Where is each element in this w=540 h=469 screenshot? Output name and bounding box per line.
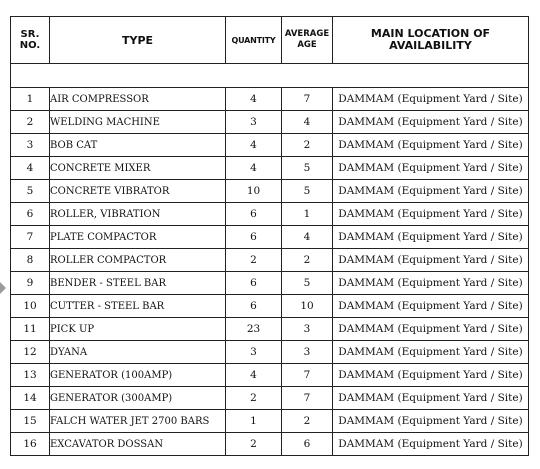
cell-average-age: 7 bbox=[282, 364, 333, 387]
cell-average-age: 3 bbox=[282, 318, 333, 341]
cell-location: DAMMAM (Equipment Yard / Site) bbox=[333, 364, 529, 387]
cell-type: PLATE COMPACTOR bbox=[50, 226, 226, 249]
cell-type: PICK UP bbox=[50, 318, 226, 341]
table-row bbox=[11, 318, 529, 341]
header-location bbox=[333, 17, 529, 64]
cell-sr-no: 15 bbox=[11, 410, 50, 433]
table-row bbox=[11, 157, 529, 180]
cell-sr-no: 8 bbox=[11, 249, 50, 272]
cell-sr-no: 6 bbox=[11, 203, 50, 226]
cell-quantity: 2 bbox=[226, 249, 282, 272]
cell-location: DAMMAM (Equipment Yard / Site) bbox=[333, 203, 529, 226]
table-row bbox=[11, 387, 529, 410]
header-average-age bbox=[282, 17, 333, 64]
header-location-line1: MAIN LOCATION OF bbox=[370, 27, 491, 40]
cell-type: CONCRETE MIXER bbox=[50, 157, 226, 180]
cell-sr-no: 7 bbox=[11, 226, 50, 249]
table-row bbox=[11, 341, 529, 364]
cell-type: ROLLER, VIBRATION bbox=[50, 203, 226, 226]
cell-location: DAMMAM (Equipment Yard / Site) bbox=[333, 226, 529, 249]
cell-sr-no: 9 bbox=[11, 272, 50, 295]
cell-location: DAMMAM (Equipment Yard / Site) bbox=[333, 341, 529, 364]
header-age-line1: AVERAGE bbox=[284, 29, 330, 39]
cell-type: FALCH WATER JET 2700 BARS bbox=[50, 410, 226, 433]
cell-average-age: 4 bbox=[282, 111, 333, 134]
cell-average-age: 5 bbox=[282, 272, 333, 295]
cell-average-age: 1 bbox=[282, 203, 333, 226]
cell-location: DAMMAM (Equipment Yard / Site) bbox=[333, 318, 529, 341]
table-row bbox=[11, 134, 529, 157]
cell-quantity: 10 bbox=[226, 180, 282, 203]
equipment-table bbox=[10, 16, 529, 456]
cell-sr-no: 4 bbox=[11, 157, 50, 180]
cell-quantity: 4 bbox=[226, 88, 282, 111]
cell-quantity: 6 bbox=[226, 272, 282, 295]
cell-sr-no: 5 bbox=[11, 180, 50, 203]
cell-quantity: 6 bbox=[226, 203, 282, 226]
cell-type: WELDING MACHINE bbox=[50, 111, 226, 134]
cell-sr-no: 3 bbox=[11, 134, 50, 157]
table-row bbox=[11, 111, 529, 134]
table-row bbox=[11, 364, 529, 387]
cell-location: DAMMAM (Equipment Yard / Site) bbox=[333, 387, 529, 410]
cell-quantity: 4 bbox=[226, 134, 282, 157]
cell-quantity: 23 bbox=[226, 318, 282, 341]
cell-average-age: 2 bbox=[282, 134, 333, 157]
cell-location: DAMMAM (Equipment Yard / Site) bbox=[333, 88, 529, 111]
cell-sr-no: 2 bbox=[11, 111, 50, 134]
table-header-row bbox=[11, 17, 529, 64]
cell-average-age: 2 bbox=[282, 410, 333, 433]
cell-location: DAMMAM (Equipment Yard / Site) bbox=[333, 249, 529, 272]
header-sr-no bbox=[11, 17, 50, 64]
cell-sr-no: 14 bbox=[11, 387, 50, 410]
cell-location: DAMMAM (Equipment Yard / Site) bbox=[333, 111, 529, 134]
cell-quantity: 6 bbox=[226, 295, 282, 318]
cell-location: DAMMAM (Equipment Yard / Site) bbox=[333, 180, 529, 203]
cell-sr-no: 12 bbox=[11, 341, 50, 364]
cell-sr-no: 10 bbox=[11, 295, 50, 318]
table-row bbox=[11, 249, 529, 272]
header-sr-line2: NO. bbox=[19, 40, 41, 51]
cell-type: GENERATOR (100AMP) bbox=[50, 364, 226, 387]
cell-quantity: 3 bbox=[226, 111, 282, 134]
header-type: TYPE bbox=[50, 17, 226, 64]
table-row bbox=[11, 88, 529, 111]
cell-type: DYANA bbox=[50, 341, 226, 364]
cell-location: DAMMAM (Equipment Yard / Site) bbox=[333, 272, 529, 295]
table-row bbox=[11, 226, 529, 249]
cell-type: CUTTER - STEEL BAR bbox=[50, 295, 226, 318]
cell-average-age: 4 bbox=[282, 226, 333, 249]
cell-quantity: 4 bbox=[226, 364, 282, 387]
cell-sr-no: 11 bbox=[11, 318, 50, 341]
cell-quantity: 1 bbox=[226, 410, 282, 433]
cell-quantity: 2 bbox=[226, 387, 282, 410]
cell-average-age: 10 bbox=[282, 295, 333, 318]
cell-location: DAMMAM (Equipment Yard / Site) bbox=[333, 157, 529, 180]
cell-type: BOB CAT bbox=[50, 134, 226, 157]
cell-location: DAMMAM (Equipment Yard / Site) bbox=[333, 410, 529, 433]
table-row bbox=[11, 410, 529, 433]
cell-location: DAMMAM (Equipment Yard / Site) bbox=[333, 433, 529, 456]
cell-sr-no: 1 bbox=[11, 88, 50, 111]
cell-quantity: 2 bbox=[226, 433, 282, 456]
cell-type: AIR COMPRESSOR bbox=[50, 88, 226, 111]
cell-quantity: 3 bbox=[226, 341, 282, 364]
table-row bbox=[11, 272, 529, 295]
cell-quantity: 4 bbox=[226, 157, 282, 180]
cell-type: GENERATOR (300AMP) bbox=[50, 387, 226, 410]
table-row bbox=[11, 203, 529, 226]
table-row bbox=[11, 295, 529, 318]
cell-average-age: 7 bbox=[282, 88, 333, 111]
cell-average-age: 5 bbox=[282, 180, 333, 203]
header-sr-line1: SR. bbox=[20, 29, 40, 40]
page-edge-marker bbox=[0, 282, 6, 294]
cell-average-age: 6 bbox=[282, 433, 333, 456]
header-location-line2: AVAILABILITY bbox=[389, 39, 472, 52]
cell-average-age: 5 bbox=[282, 157, 333, 180]
header-age-line2: AGE bbox=[297, 40, 317, 50]
cell-location: DAMMAM (Equipment Yard / Site) bbox=[333, 134, 529, 157]
cell-type: EXCAVATOR DOSSAN bbox=[50, 433, 226, 456]
cell-type: ROLLER COMPACTOR bbox=[50, 249, 226, 272]
cell-average-age: 2 bbox=[282, 249, 333, 272]
cell-sr-no: 16 bbox=[11, 433, 50, 456]
cell-quantity: 6 bbox=[226, 226, 282, 249]
spacer-row bbox=[11, 64, 529, 88]
header-quantity: QUANTITY bbox=[226, 17, 282, 64]
cell-average-age: 3 bbox=[282, 341, 333, 364]
table-row bbox=[11, 180, 529, 203]
table-row bbox=[11, 433, 529, 456]
cell-average-age: 7 bbox=[282, 387, 333, 410]
cell-sr-no: 13 bbox=[11, 364, 50, 387]
cell-location: DAMMAM (Equipment Yard / Site) bbox=[333, 295, 529, 318]
cell-type: BENDER - STEEL BAR bbox=[50, 272, 226, 295]
cell-type: CONCRETE VIBRATOR bbox=[50, 180, 226, 203]
